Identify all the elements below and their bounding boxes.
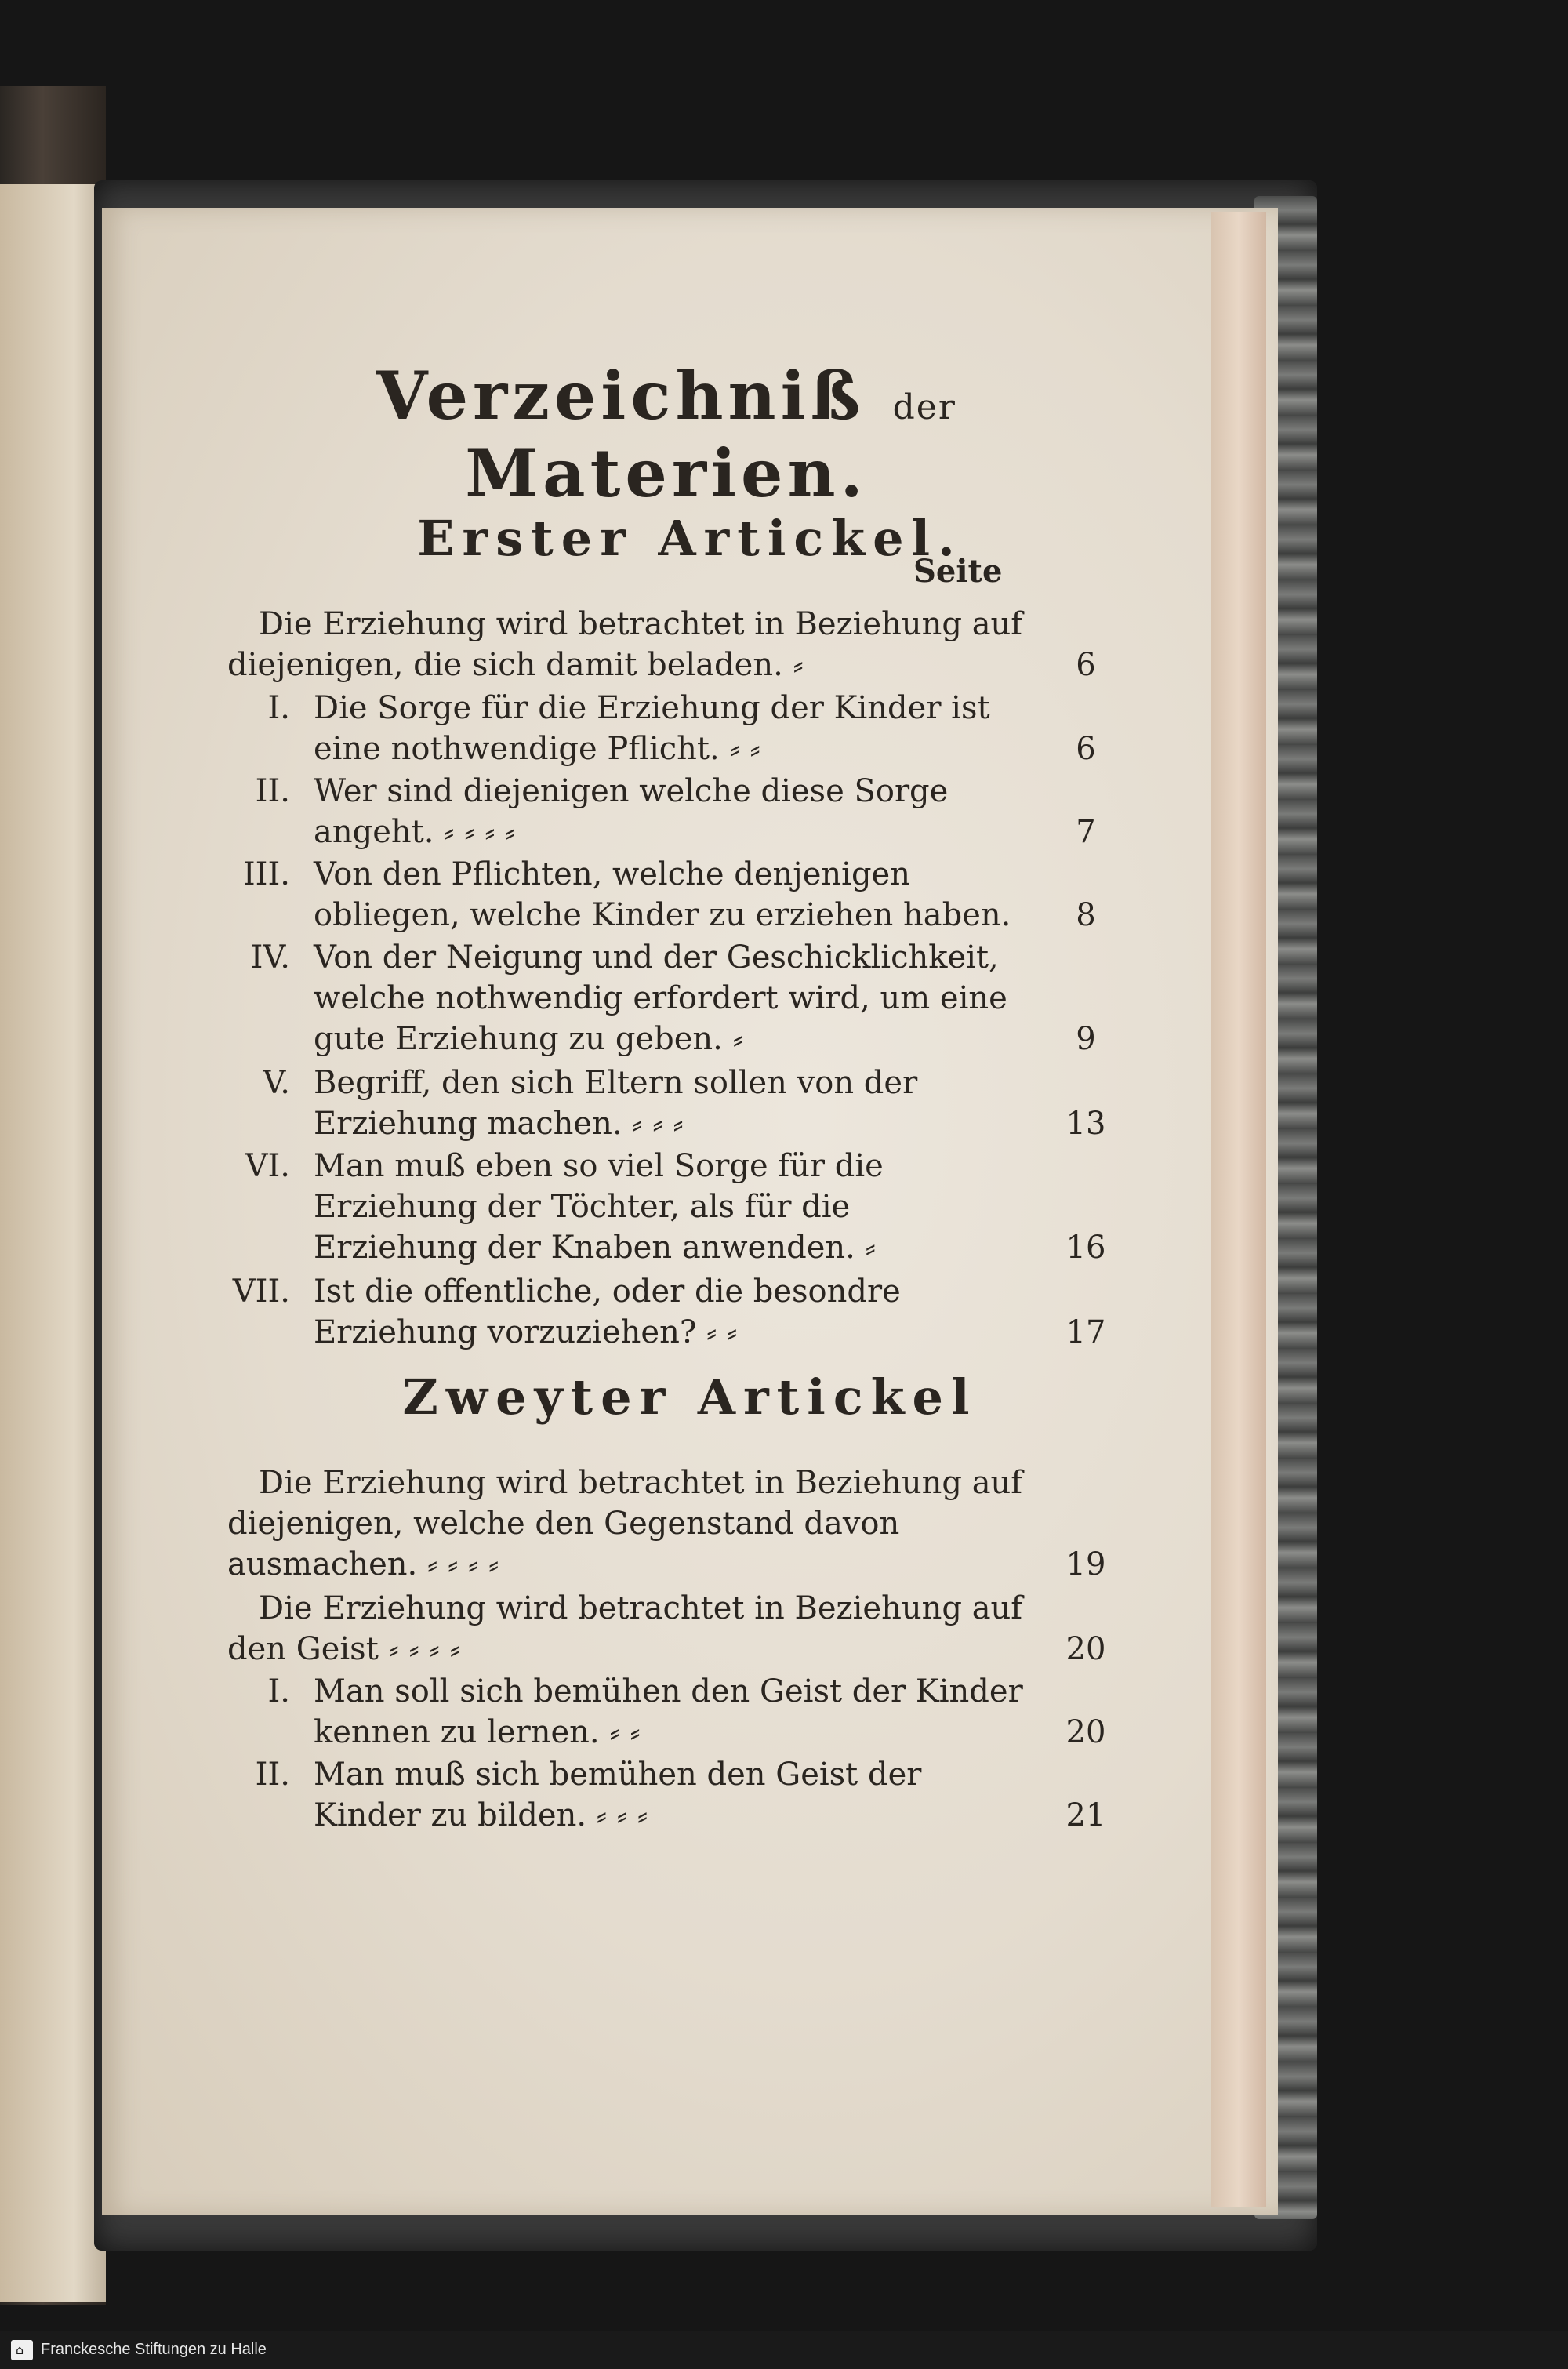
toc-entry-page: 17: [1065, 1314, 1106, 1350]
toc-entry-page: 21: [1065, 1797, 1106, 1833]
toc-entry-number: II.: [255, 1757, 290, 1793]
title-word-small: der: [892, 387, 956, 427]
toc-entry-text: Die Sorge für die Erziehung der Kinder ist eine nothwendige Pflicht. ⸗ ⸗: [314, 690, 990, 767]
toc-entry-number: V.: [263, 1065, 290, 1101]
toc-entry-text: Die Erziehung wird betrachtet in Beziehung auf diejenigen, welche den Gegenstand davon ausmachen. ⸗ ⸗ ⸗ ⸗: [227, 1465, 1023, 1582]
facing-page-edge: [0, 184, 106, 2302]
toc-entry-page: 9: [1076, 1021, 1096, 1057]
toc-entry-text: Ist die offentliche, oder die besondre Erziehung vorzuziehen? ⸗ ⸗: [314, 1274, 901, 1350]
toc-entry-page: 20: [1065, 1631, 1106, 1667]
book-page: [102, 208, 1278, 2215]
toc-entry-number: IV.: [250, 939, 290, 976]
title-word-1: Verzeichniß: [376, 357, 866, 434]
toc-entry-page: 20: [1065, 1714, 1106, 1750]
toc-entry-number: VII.: [232, 1274, 290, 1310]
toc-entry-text: Die Erziehung wird betrachtet in Beziehung auf den Geist ⸗ ⸗ ⸗ ⸗: [227, 1590, 1023, 1667]
footer-credit: Franckesche Stiftungen zu Halle: [41, 2341, 267, 2358]
toc-entry-number: I.: [267, 690, 290, 726]
toc-entry-number: III.: [242, 856, 290, 892]
toc-entry-text: Man muß eben so viel Sorge für die Erziehung der Töchter, als für die Erziehung der Knaben anwenden. ⸗: [314, 1148, 884, 1266]
toc-entry-page: 7: [1076, 814, 1096, 850]
toc-entry-page: 6: [1076, 731, 1096, 767]
toc-entry-text: Man muß sich bemühen den Geist der Kinder zu bilden. ⸗ ⸗ ⸗: [314, 1757, 922, 1833]
toc-entry-text: Die Erziehung wird betrachtet in Beziehung auf diejenigen, die sich damit beladen. ⸗: [227, 606, 1023, 683]
page-fore-edge: [1211, 212, 1266, 2207]
toc-entry-number: I.: [267, 1673, 290, 1710]
title-word-2: Materien.: [465, 434, 868, 512]
toc-entry-page: 16: [1065, 1230, 1106, 1266]
toc-entry-number: II.: [255, 773, 290, 809]
francke-foundation-logo-icon: ⌂: [11, 2340, 33, 2360]
toc-entry-page: 6: [1076, 647, 1096, 683]
page-content: [102, 208, 1278, 2215]
article-heading-1: Erster Artickel.: [417, 510, 963, 567]
toc-entry-text: Begriff, den sich Eltern sollen von der Erziehung machen. ⸗ ⸗ ⸗: [314, 1065, 918, 1142]
toc-entry-text: Von der Neigung und der Geschicklichkeit, welche nothwendig erfordert wird, um eine gute Erziehung zu geben. ⸗: [314, 939, 1007, 1057]
toc-entry-page: 19: [1065, 1546, 1106, 1582]
page-column-header: Seite: [913, 553, 1003, 590]
toc-entry-text: Wer sind diejenigen welche diese Sorge angeht. ⸗ ⸗ ⸗ ⸗: [314, 773, 949, 850]
toc-entry-number: VI.: [245, 1148, 290, 1184]
footer-bar: [0, 2331, 1568, 2369]
toc-entry-page: 13: [1065, 1106, 1106, 1142]
page-title: [223, 357, 1109, 512]
toc-entry-page: 8: [1076, 897, 1096, 933]
toc-entry-text: Von den Pflichten, welche denjenigen obliegen, welche Kinder zu erziehen haben.: [314, 856, 1011, 933]
toc-entry-text: Man soll sich bemühen den Geist der Kinder kennen zu lernen. ⸗ ⸗: [314, 1673, 1023, 1750]
article-heading-2: Zweyter Artickel: [402, 1368, 978, 1426]
